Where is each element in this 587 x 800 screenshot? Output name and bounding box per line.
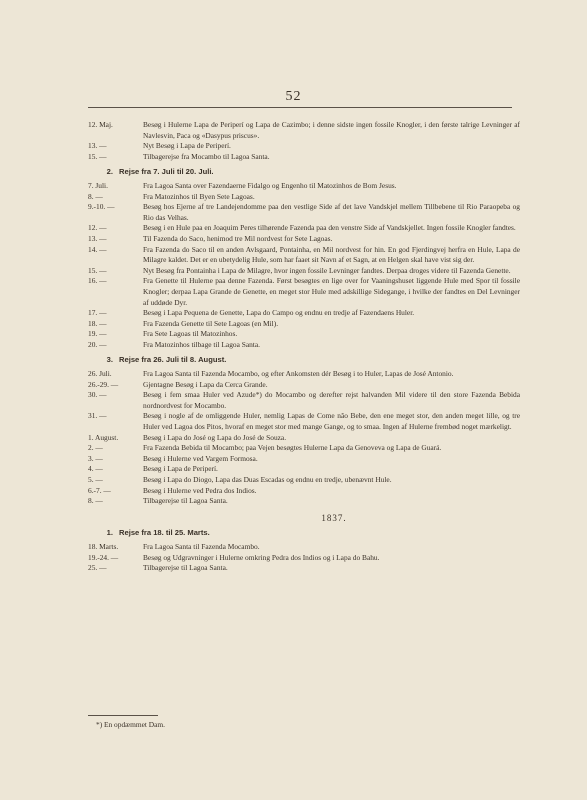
entry-text: Fra Fazenda Bebida til Mocambo; paa Vejen besøgtes Hulerne Lapa da Genoveva og Lapa de Guará. bbox=[143, 443, 442, 453]
itinerary-entry bbox=[88, 475, 520, 486]
itinerary-entry bbox=[88, 202, 520, 223]
entry-date: 12. Maj. bbox=[88, 120, 113, 129]
itinerary-entry bbox=[88, 390, 520, 411]
entry-date: 16. — bbox=[88, 276, 107, 286]
entry-date: 26.-29. — bbox=[88, 379, 119, 389]
itinerary-entry bbox=[88, 542, 520, 553]
block-may bbox=[88, 120, 520, 162]
itinerary-entry bbox=[88, 411, 520, 432]
entry-text: Tilbagerejse til Lagoa Santa. bbox=[143, 563, 228, 573]
entry-text: Tilbagerejse fra Mocambo til Lagoa Santa. bbox=[143, 151, 270, 161]
itinerary-entry bbox=[88, 120, 520, 141]
section-august-rows bbox=[88, 369, 520, 507]
itinerary-body bbox=[88, 120, 520, 574]
section-july-rows bbox=[88, 181, 520, 351]
entry-text: Tilbagerejse til Lagoa Santa. bbox=[143, 496, 228, 506]
entry-date: 2. — bbox=[88, 443, 103, 453]
entry-text: Besøg i Hulerne ved Pedra dos Indios. bbox=[143, 485, 257, 495]
footnote-rule bbox=[88, 715, 158, 716]
entry-date: 19.-24. — bbox=[88, 552, 119, 562]
entry-text: Besøg i Hulerne ved Vargem Formosa. bbox=[143, 453, 258, 463]
itinerary-entry bbox=[88, 223, 520, 234]
entry-text: Besøg i nogle af de omliggende Huler, nemlig Lapas de Come não Bebe, den ene meget stor, den anden meget lille, og tre Huler ved Lagoa dos Pitos, hvoraf en meget stor med mange Gange, og to smaa. Ingen af Hulerne frembød noget mærkeligt. bbox=[143, 411, 520, 432]
entry-date: 15. — bbox=[88, 151, 107, 161]
entry-date: 7. Juli. bbox=[88, 180, 108, 190]
section-title: Rejse fra 26. Juli til 8. August. bbox=[119, 355, 227, 365]
itinerary-entry bbox=[88, 152, 520, 163]
entry-date: 30. — bbox=[88, 390, 107, 400]
entry-text: Fra Matozinhos tilbage til Lagoa Santa. bbox=[143, 339, 260, 349]
entry-date: 3. — bbox=[88, 453, 103, 463]
section-number: 2. bbox=[106, 167, 113, 177]
itinerary-entry bbox=[88, 380, 520, 391]
entry-date: 17. — bbox=[88, 308, 107, 318]
entry-date: 19. — bbox=[88, 329, 107, 339]
itinerary-entry bbox=[88, 553, 520, 564]
entry-text: Fra Lagoa Santa til Fazenda Mocambo. bbox=[143, 541, 260, 551]
entry-date: 6.-7. — bbox=[88, 485, 111, 495]
itinerary-entry bbox=[88, 141, 520, 152]
entry-text: Fra Fazenda do Saco til en anden Avlsgaard, Pontainha, en Mil nordvest for hin. En god Fjerdingvej herfra en Hule, Lapa de Milagre kaldet. Det er en ubetydelig Hule, som har faaet sit Navn af et Sagn, at en Helgen skal have vist sig der. bbox=[143, 244, 520, 265]
entry-date: 13. — bbox=[88, 233, 107, 243]
itinerary-entry bbox=[88, 369, 520, 380]
entry-text: Besøg i Lapa Pequena de Genette, Lapa do Campo og endnu en tredje af Fazendaens Huler. bbox=[143, 308, 415, 318]
section-march-rows bbox=[88, 542, 520, 574]
entry-date: 18. Marts. bbox=[88, 541, 119, 551]
itinerary-entry bbox=[88, 454, 520, 465]
section-title: Rejse fra 18. til 25. Marts. bbox=[119, 528, 210, 538]
itinerary-entry bbox=[88, 266, 520, 277]
entry-date: 25. — bbox=[88, 563, 107, 573]
entry-text: Besøg i Lapa do Diogo, Lapa das Duas Escadas og endnu en tredje, ubenævnt Hule. bbox=[143, 475, 392, 484]
entry-text: Fra Lagoa Santa til Fazenda Mocambo, og efter Ankomsten dér Besøg i to Huler, Lapas de José Antonio. bbox=[143, 369, 454, 379]
entry-date: 26. Juli. bbox=[88, 369, 112, 379]
entry-date: 20. — bbox=[88, 339, 107, 349]
entry-text: Gjentagne Besøg i Lapa da Cerca Grande. bbox=[143, 379, 268, 389]
entry-date: 8. — bbox=[88, 191, 103, 201]
section-title: Rejse fra 7. Juli til 20. Juli. bbox=[119, 167, 214, 177]
itinerary-entry bbox=[88, 192, 520, 203]
entry-date: 14. — bbox=[88, 244, 107, 254]
entry-text: Fra Sete Lagoas til Matozinhos. bbox=[143, 329, 238, 339]
itinerary-entry bbox=[88, 464, 520, 475]
itinerary-entry bbox=[88, 486, 520, 497]
itinerary-entry bbox=[88, 340, 520, 351]
section-heading bbox=[88, 167, 520, 178]
entry-date: 9.-10. — bbox=[88, 202, 115, 212]
section-number: 3. bbox=[106, 355, 113, 365]
entry-date: 5. — bbox=[88, 475, 103, 484]
entry-date: 15. — bbox=[88, 265, 107, 275]
footnote: *) En opdæmmet Dam. bbox=[96, 720, 165, 729]
year-heading: 1837. bbox=[321, 512, 347, 523]
header-rule bbox=[88, 107, 512, 108]
itinerary-entry bbox=[88, 276, 520, 308]
entry-text: Fra Genette til Hulerne paa denne Fazenda. Først besøgtes en lige over for Vaaningshuset liggende Hule med Spor til fossile Knogler; derpaa Lapa Grande de Genette, en meget stor Hule med adskillige Sidegange, i hvilke der fandtes en Del Levninger af uddøde Dyr. bbox=[143, 276, 520, 307]
itinerary-entry bbox=[88, 319, 520, 330]
itinerary-entry bbox=[88, 496, 520, 507]
itinerary-entry bbox=[88, 181, 520, 192]
section-number: 1. bbox=[106, 528, 113, 538]
entry-text: Fra Lagoa Santa over Fazendaerne Fidalgo og Engenho til Matozinhos de Bom Jesus. bbox=[143, 180, 397, 190]
entry-text: Besøg i Hulerne Lapa de Periperí og Lapa de Cazimbo; i denne sidste ingen fossile Knogler, i den første talrige Levninger af Navlesvin, Paca og «Dasypus priscus». bbox=[143, 120, 520, 140]
entry-text: Nyt Besøg i Lapa de Periperí. bbox=[143, 141, 231, 151]
entry-date: 8. — bbox=[88, 496, 103, 506]
entry-text: Besøg hos Ejerne af tre Landejendomme paa den vestlige Side af det lave Vandskjel mellem Tillbebene til Rio Paraopeba og Rio das Velhas. bbox=[143, 202, 520, 222]
entry-date: 12. — bbox=[88, 223, 107, 233]
itinerary-entry bbox=[88, 234, 520, 245]
entry-text: Besøg i Lapa de Periperí. bbox=[143, 464, 218, 474]
entry-date: 18. — bbox=[88, 318, 107, 328]
entry-date: 31. — bbox=[88, 411, 107, 421]
section-heading bbox=[88, 355, 520, 366]
entry-text: Til Fazenda do Saco, henimod tre Mil nordvest for Sete Lagoas. bbox=[143, 233, 333, 243]
itinerary-entry bbox=[88, 433, 520, 444]
entry-text: Fra Fazenda Genette til Sete Lagoas (en Mil). bbox=[143, 318, 279, 328]
entry-date: 13. — bbox=[88, 141, 107, 151]
entry-text: Nyt Besøg fra Pontainha i Lapa de Milagre, hvor ingen fossile Levninger fandtes. Derpaa droges videre til Fazenda Genette. bbox=[143, 265, 511, 275]
itinerary-entry bbox=[88, 245, 520, 266]
entry-text: Fra Matozinhos til Byen Sete Lagoas. bbox=[143, 191, 255, 201]
entry-text: Besøg i fem smaa Huler ved Azude*) do Mocambo og derefter rejst halvanden Mil videre til den store Fazenda Bebida nordnordvest for Mocambo. bbox=[143, 390, 520, 410]
itinerary-entry bbox=[88, 563, 520, 574]
entry-text: Besøg og Udgravninger i Hulerne omkring Pedra dos Indios og i Lapa do Bahu. bbox=[143, 552, 380, 562]
entry-text: Besøg i en Hule paa en Joaquim Peres tilhørende Fazenda paa den venstre Side af Vandskjellet. Ingen fossile Knogler fandtes. bbox=[143, 223, 516, 233]
page-number: 52 bbox=[285, 89, 302, 104]
entry-date: 1. August. bbox=[88, 432, 119, 442]
itinerary-entry bbox=[88, 329, 520, 340]
section-heading bbox=[88, 528, 520, 539]
entry-text: Besøg i Lapa do José og Lapa do José de Souza. bbox=[143, 432, 287, 442]
entry-date: 4. — bbox=[88, 464, 103, 474]
itinerary-entry bbox=[88, 443, 520, 454]
itinerary-entry bbox=[88, 308, 520, 319]
